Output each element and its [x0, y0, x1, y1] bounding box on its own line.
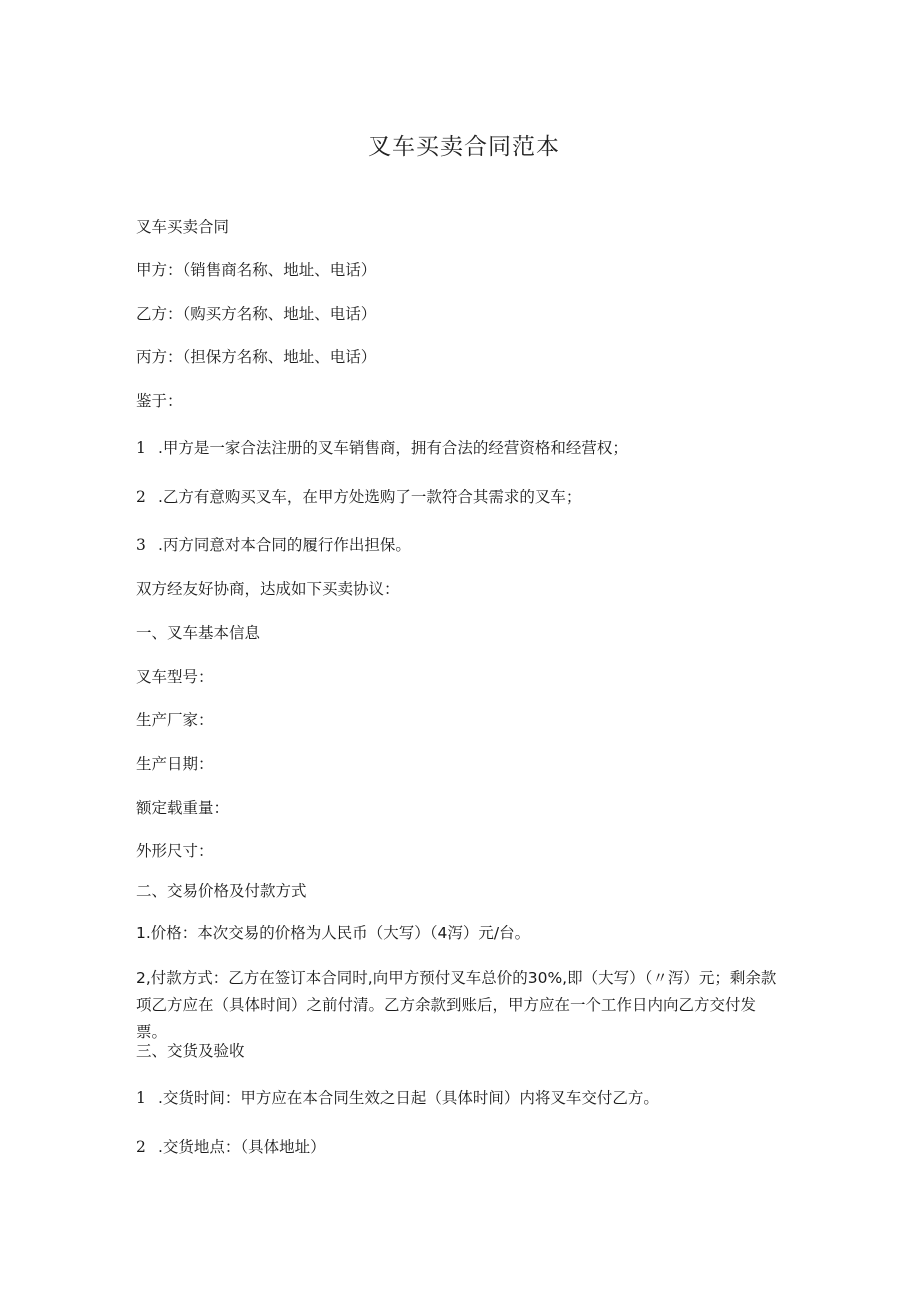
whereas-item-2: [136, 486, 581, 508]
item-text: .丙方同意对本合同的履行作出担保。: [158, 536, 411, 554]
production-date: 生产日期：: [136, 755, 214, 773]
section-3-heading: 三、交货及验收: [136, 1042, 245, 1060]
item-number: 2: [136, 488, 146, 506]
section-2-heading: 二、交易价格及付款方式: [136, 882, 307, 900]
document-title: 叉车买卖合同范本: [368, 134, 560, 160]
manufacturer: 生产厂家：: [136, 711, 214, 729]
whereas-label: 鉴于：: [136, 392, 183, 410]
item-number: 2: [136, 1138, 146, 1156]
contract-heading: 叉车买卖合同: [136, 218, 230, 236]
section-1-heading: 一、叉车基本信息: [136, 624, 261, 642]
forklift-model: 叉车型号：: [136, 668, 214, 686]
item-text: .甲方是一家合法注册的叉车销售商，拥有合法的经营资格和经营权；: [158, 439, 628, 457]
delivery-item-2: [136, 1136, 326, 1158]
party-c: 丙方：（担保方名称、地址、电话）: [136, 348, 377, 366]
item-text: .乙方有意购买叉车，在甲方处选购了一款符合其需求的叉车；: [158, 488, 582, 506]
price-clause: 1.价格：本次交易的价格为人民币（大写）（4泻）元/台。: [136, 924, 531, 942]
rated-load: 额定载重量：: [136, 799, 230, 817]
agreement-intro: 双方经友好协商，达成如下买卖协议：: [136, 580, 400, 598]
dimensions: 外形尺寸：: [136, 842, 214, 860]
party-b: 乙方：（购买方名称、地址、电话）: [136, 305, 377, 323]
whereas-item-1: [136, 437, 628, 459]
item-number: 3: [136, 536, 146, 554]
payment-clause: 2,付款方式：乙方在签订本合同时,向甲方预付叉车总价的30%,即（大写）（〃泻）元；剩余款项乙方应在（具体时间）之前付清。乙方余款到账后，甲方应在一个工作日内向乙方交付发票。: [136, 969, 777, 1041]
delivery-item-1: [136, 1087, 659, 1109]
party-a: 甲方：（销售商名称、地址、电话）: [136, 261, 377, 279]
item-number: 1: [136, 439, 146, 457]
item-text: .交货地点：（具体地址）: [158, 1138, 326, 1156]
item-text: .交货时间：甲方应在本合同生效之日起（具体时间）内将叉车交付乙方。: [158, 1089, 659, 1107]
whereas-item-3: [136, 534, 411, 556]
item-number: 1: [136, 1089, 146, 1107]
